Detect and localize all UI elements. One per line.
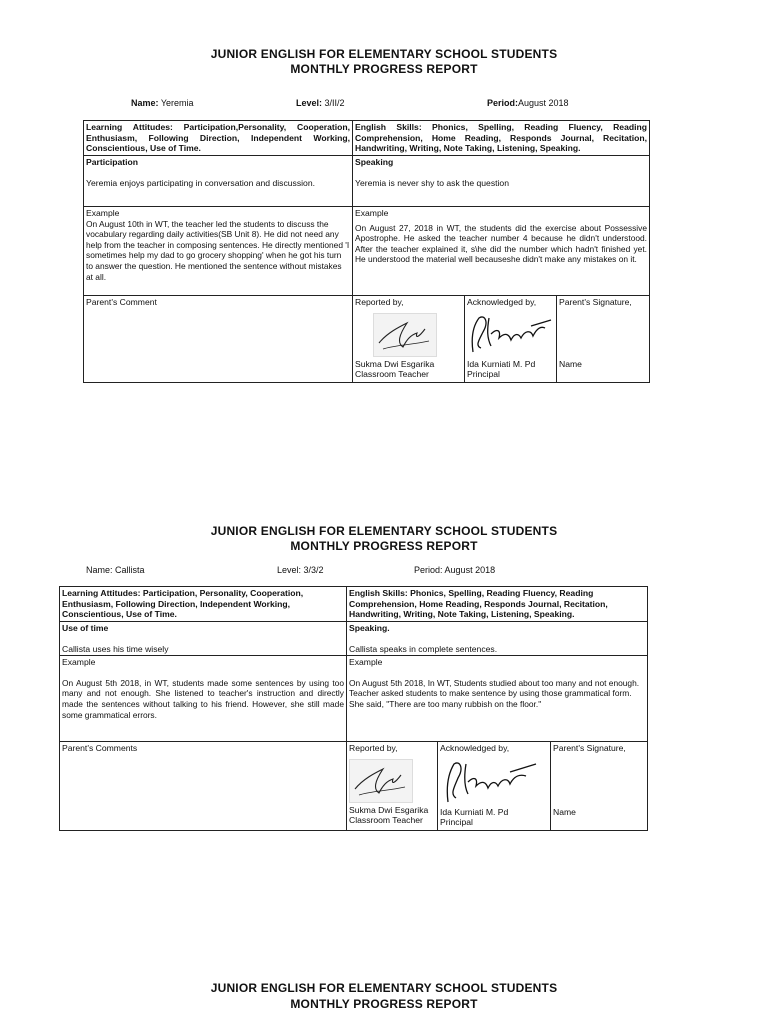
skills-header-row <box>84 121 650 156</box>
student-name-field <box>131 98 194 109</box>
principal-name: Ida Kurniati M. Pd <box>440 807 509 818</box>
parents-comment-cell <box>60 742 347 831</box>
student-name: Callista <box>115 565 145 575</box>
signature-row <box>84 296 650 383</box>
teacher-signature <box>373 313 437 357</box>
level-field <box>296 98 345 109</box>
principal-signature <box>465 308 555 358</box>
acknowledged-by-cell <box>438 742 551 831</box>
report-title: JUNIOR ENGLISH FOR ELEMENTARY SCHOOL STUDENTS <box>210 981 558 995</box>
period-field <box>414 565 495 576</box>
parents-comment-label: Parent's Comment <box>86 297 157 307</box>
focus-row <box>60 622 648 656</box>
skill-cell <box>347 622 648 656</box>
example-label: Example <box>349 657 383 668</box>
report-period: August 2018 <box>518 98 569 108</box>
period-field <box>487 98 569 109</box>
parents-signature-cell <box>551 742 648 831</box>
progress-table <box>83 120 650 383</box>
example-row <box>60 656 648 742</box>
english-skills-header: English Skills: Phonics, Spelling, Reading Fluency, Reading Comprehension, Home Reading, Responds Journal, Recitation, Handwriting, Writing, Note Taking, Listening, Speaking. <box>353 121 650 156</box>
attitude-example-text: On August 10th in WT, the teacher led the students to discuss the vocabulary regarding daily activities(SB Unit 8). He did not need any help from the teacher in composing sentences. He directly mentioned 'I sometimes help my dad to go grocery shopping' when he got his turn to answer the question. He mentioned the sentence without mistakes at all. <box>86 218 350 282</box>
name-label: Name: <box>131 98 159 108</box>
teacher-name: Sukma Dwi Esgarika <box>355 359 435 369</box>
skill-comment: Yeremia is never shy to ask the question <box>355 177 509 188</box>
english-skills-header: English Skills: Phonics, Spelling, Reading Fluency, Reading Comprehension, Home Reading, Responds Journal, Recitation, Handwriting, Writing, Note Taking, Listening, Speaking. <box>347 587 648 622</box>
teacher-role: Classroom Teacher <box>355 369 429 379</box>
report-title: JUNIOR ENGLISH FOR ELEMENTARY SCHOOL STUDENTS <box>210 47 558 61</box>
reported-by-label: Reported by, <box>349 743 398 754</box>
skill-example-text: On August 5th 2018, In WT, Students studied about too many and not enough. Teacher asked students to make sentence by using those grammatical form. She said, "There are too many rubbish on the floor." <box>349 677 640 709</box>
parents-signature-cell <box>557 296 650 383</box>
skill-comment: Callista speaks in complete sentences. <box>349 643 498 654</box>
skill-focus: Speaking. <box>349 623 390 633</box>
attitude-focus: Participation <box>86 157 139 167</box>
level-field <box>277 565 324 576</box>
report-subtitle: MONTHLY PROGRESS REPORT <box>290 539 478 553</box>
principal-role: Principal <box>467 369 500 379</box>
name-label: Name: <box>86 565 113 575</box>
parent-name-label: Name <box>559 359 582 369</box>
attitude-example-cell <box>60 656 347 742</box>
level-label: Level: <box>277 565 302 575</box>
attitude-example-text: On August 5th 2018, in WT, students made some sentences by using too many and not enough. She listened to teacher's instruction and directly made the sentences without talking to his friend. However, she still made some grammatical errors. <box>62 677 344 720</box>
attitude-cell <box>60 622 347 656</box>
teacher-role: Classroom Teacher <box>349 815 423 826</box>
example-row <box>84 207 650 296</box>
parents-comment-cell <box>84 296 353 383</box>
reported-by-cell <box>347 742 438 831</box>
teacher-signature <box>349 759 413 803</box>
skill-example-cell <box>353 207 650 296</box>
teacher-name: Sukma Dwi Esgarika <box>349 805 429 816</box>
parent-name-label: Name <box>553 807 576 818</box>
acknowledged-by-cell <box>465 296 557 383</box>
signature-row <box>60 742 648 831</box>
report-subtitle: MONTHLY PROGRESS REPORT <box>290 997 478 1011</box>
period-label: Period: <box>414 565 443 575</box>
report-subtitle: MONTHLY PROGRESS REPORT <box>290 62 478 76</box>
focus-row <box>84 156 650 207</box>
example-label: Example <box>86 208 120 218</box>
parents-signature-label: Parent's Signature, <box>559 297 632 307</box>
acknowledged-by-label: Acknowledged by, <box>440 743 510 754</box>
attitude-comment: Callista uses his time wisely <box>62 643 169 654</box>
level-label: Level: <box>296 98 323 108</box>
student-level: 3/II/2 <box>324 98 345 108</box>
attitude-focus: Use of time <box>62 623 109 633</box>
skills-header-row <box>60 587 648 622</box>
acknowledged-by-label: Acknowledged by, <box>467 297 537 307</box>
parents-signature-label: Parent's Signature, <box>553 743 626 754</box>
period-label: Period: <box>487 98 519 108</box>
skill-focus: Speaking <box>355 157 394 167</box>
student-level: 3/3/2 <box>303 565 324 575</box>
example-label: Example <box>62 657 96 668</box>
principal-role: Principal <box>440 817 473 828</box>
reported-by-label: Reported by, <box>355 297 404 307</box>
reported-by-cell <box>353 296 465 383</box>
student-name: Yeremia <box>160 98 194 108</box>
attitude-comment: Yeremia enjoys participating in conversation and discussion. <box>86 177 315 188</box>
principal-name: Ida Kurniati M. Pd <box>467 359 536 369</box>
skill-cell <box>353 156 650 207</box>
attitude-example-cell <box>84 207 353 296</box>
learning-attitudes-header: Learning Attitudes: Participation,Personality, Cooperation, Enthusiasm, Following Direction, Independent Working, Conscientious, Use of Time. <box>84 121 353 156</box>
learning-attitudes-header: Learning Attitudes: Participation, Personality, Cooperation, Enthusiasm, Following Direction, Independent Working, Conscientious, Use of Time. <box>60 587 347 622</box>
report-period: August 2018 <box>444 565 496 575</box>
skill-example-text: On August 27, 2018 in WT, the students did the exercise about Possessive Apostrophe. He asked the teacher number 4 because he didn't understood. After the teacher explained it, s\he did the number which hadn't finished yet. He understood the material well becauseshe didn't make any mistakes on it. <box>355 222 647 265</box>
progress-table <box>59 586 648 831</box>
attitude-cell <box>84 156 353 207</box>
parents-comment-label: Parent's Comments <box>62 743 138 754</box>
skill-example-cell <box>347 656 648 742</box>
report-title: JUNIOR ENGLISH FOR ELEMENTARY SCHOOL STUDENTS <box>210 524 558 538</box>
example-label: Example <box>355 208 389 218</box>
student-name-field <box>86 565 145 576</box>
principal-signature <box>440 754 540 808</box>
